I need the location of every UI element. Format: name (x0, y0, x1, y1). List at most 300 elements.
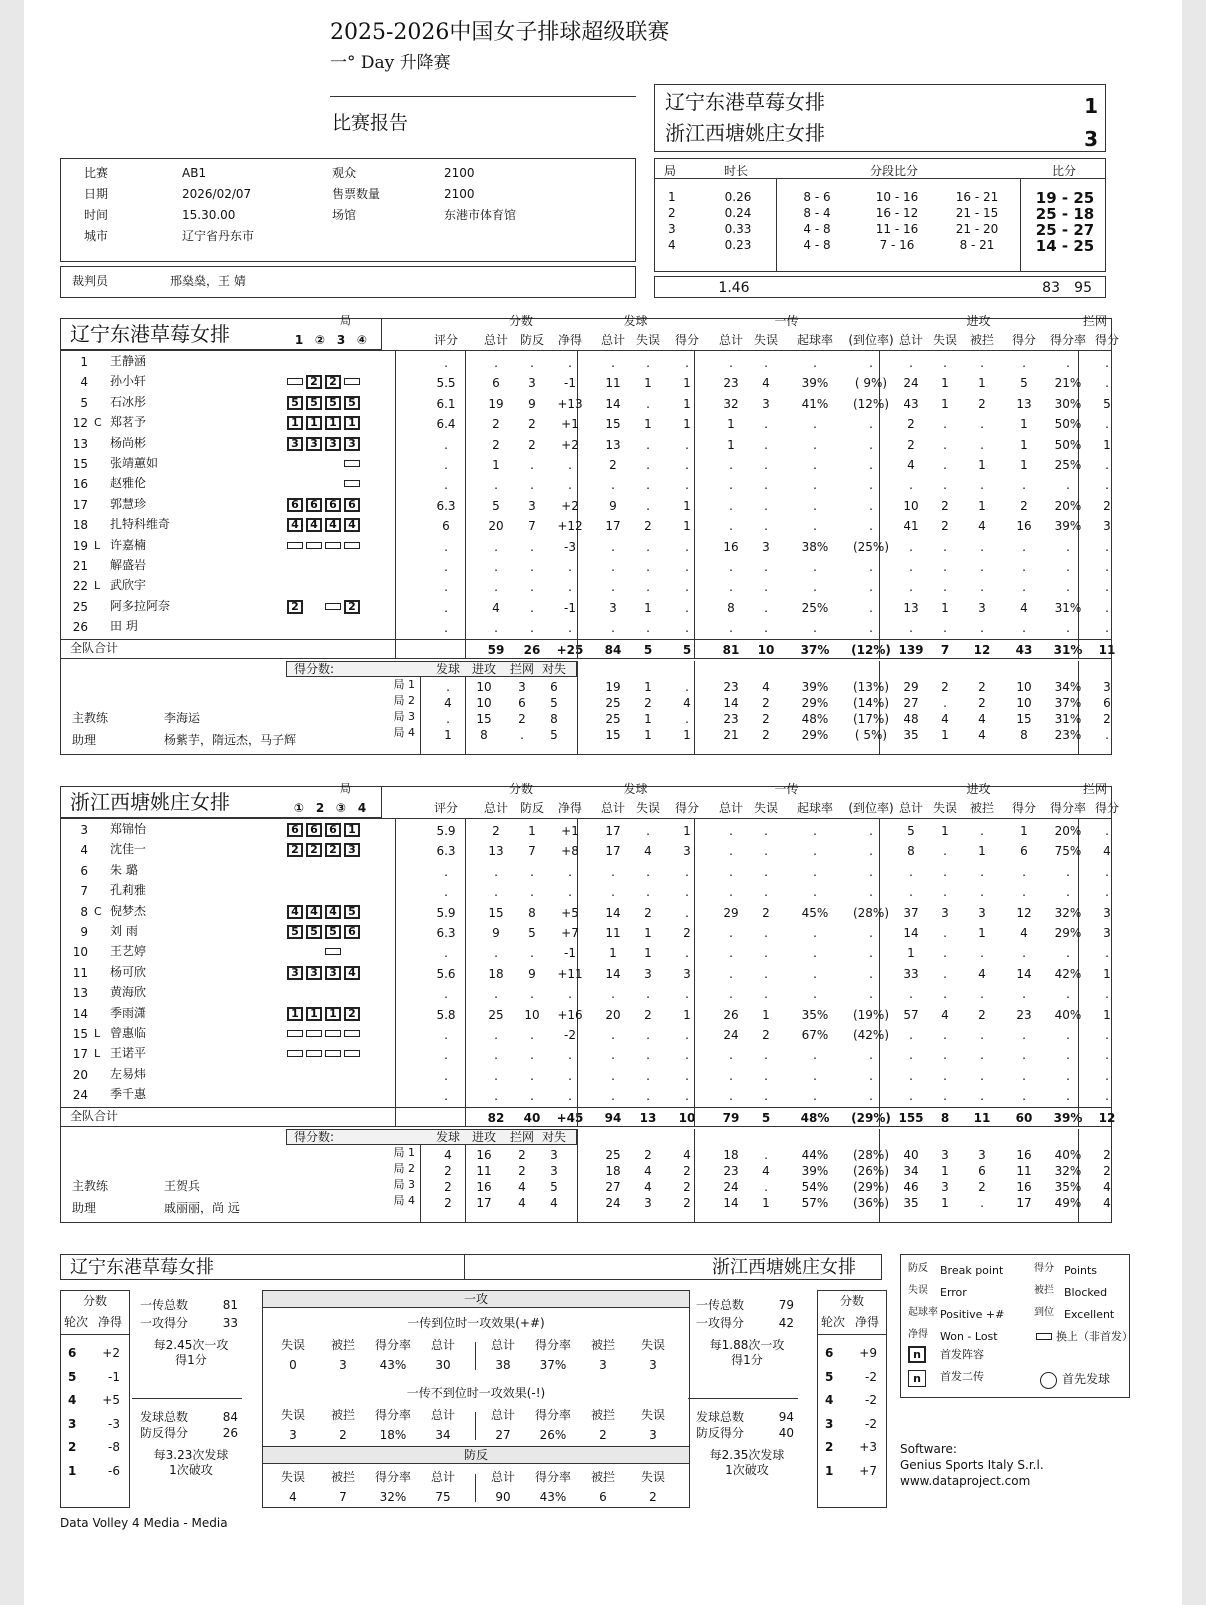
player-role: C (94, 904, 102, 918)
stat-cell: 32 (723, 396, 739, 411)
away-team-name: 浙江西塘姚庄女排 (665, 121, 825, 145)
col-divider (395, 818, 396, 1111)
stat-cell: . (494, 560, 498, 574)
lineup-boxes (287, 1007, 363, 1026)
stat-cell: 3 (1103, 519, 1111, 534)
rotation-number: 1 (825, 1463, 834, 1478)
rotation-number: 2 (825, 1440, 834, 1454)
partial-score: 11 - 16 (875, 222, 919, 236)
stat-cell: 3 (762, 539, 770, 554)
stat-cell: . (1105, 824, 1109, 838)
player-number: 12 (72, 416, 88, 431)
stat-cell: . (611, 1089, 615, 1104)
stat-cell: . (764, 987, 768, 1002)
poor-reception-title: 一传不到位时一攻效果(-!) (406, 1386, 546, 1400)
info-value: AB1 (182, 166, 207, 180)
first-attack-value: 33 (222, 1316, 238, 1330)
set-points-cell: 10 (476, 695, 492, 710)
stat-cell: . (1022, 946, 1026, 961)
stat-cell: . (444, 600, 448, 615)
starting-position: 3 (287, 437, 303, 451)
column-header: 总计 (718, 333, 743, 347)
group-header: 发球 (623, 314, 648, 328)
stat-cell: . (444, 356, 448, 370)
stat-cell: . (611, 1028, 615, 1042)
stat-cell: . (646, 580, 650, 595)
stat-cell: . (729, 498, 733, 513)
partial-score: 8 - 4 (803, 206, 831, 220)
stat-cell: . (980, 356, 984, 370)
stat-cell: . (729, 844, 733, 859)
player-name: 郭慧珍 (110, 496, 147, 511)
set-points-cell: 2 (444, 1163, 452, 1178)
set-stat-cell: 1 (941, 1195, 949, 1210)
player-name: 孔莉雅 (110, 883, 147, 898)
player-name: 杨尚彬 (110, 435, 147, 450)
stat-cell: . (646, 356, 650, 370)
stat-cell: 50% (1054, 417, 1082, 432)
set-points-cell: 5 (550, 695, 558, 710)
stat-cell: 1 (683, 498, 691, 513)
stat-cell: . (444, 1068, 448, 1083)
stat-cell: . (646, 498, 650, 513)
starting-position: 1 (344, 416, 360, 430)
legend-meaning: Excellent (1064, 1308, 1115, 1321)
stat-cell: . (813, 1068, 817, 1083)
stat-cell: 25% (1054, 458, 1082, 472)
stat-cell: 20 (488, 519, 504, 534)
legend-meaning: Break point (940, 1264, 1004, 1277)
stat-cell: . (980, 1028, 984, 1042)
stat-cell: . (494, 1089, 498, 1104)
lineup-boxes (287, 539, 363, 558)
stat-cell: . (764, 885, 768, 900)
player-role: L (94, 1027, 101, 1040)
set-points-cell: 8 (480, 727, 488, 742)
stat-cell: . (568, 478, 572, 493)
stat-cell: . (494, 539, 498, 554)
stat-cell: . (568, 356, 572, 370)
group-header: 一传 (774, 782, 799, 796)
stat-cell: 1 (727, 417, 735, 432)
set-stat-cell: 35 (903, 1195, 919, 1210)
stat-cell: . (611, 1048, 615, 1063)
stat-cell: 5 (492, 498, 500, 513)
set-stat-cell: 15 (605, 727, 621, 742)
info-value: 2026/02/07 (182, 187, 252, 201)
set-stat-cell: 54% (801, 1179, 829, 1194)
set-stat-cell: . (685, 679, 689, 694)
grid-header: 总计 (430, 1338, 455, 1352)
stat-cell: 3 (978, 905, 986, 920)
substitute-mark (306, 542, 322, 549)
stat-cell: . (943, 1028, 947, 1042)
stat-cell: 6 (1020, 844, 1028, 859)
stat-cell: . (813, 498, 817, 513)
substitute-mark (325, 542, 341, 549)
starting-position: 1 (325, 416, 341, 430)
set-stat-cell: (29%) (852, 1179, 890, 1194)
set-stat-cell: 19 (605, 679, 621, 694)
set-duration: 0.26 (724, 190, 752, 204)
stat-cell: 2 (762, 905, 770, 920)
stat-cell: . (611, 621, 615, 636)
grid-header: 总计 (430, 1408, 455, 1422)
stat-cell: . (568, 458, 572, 472)
stat-cell: 35% (801, 1007, 829, 1022)
serve-note: 1次破攻 (725, 1463, 769, 1477)
set-stat-cell: 31% (1054, 711, 1082, 726)
stat-cell: . (1105, 621, 1109, 636)
substitute-mark (344, 1050, 360, 1057)
stat-cell: . (764, 458, 768, 472)
footer-source: Data Volley 4 Media - Media (60, 1516, 228, 1530)
stat-cell: . (685, 1089, 689, 1104)
set-points-cell: 6 (550, 679, 558, 694)
player-name: 田 玥 (110, 619, 138, 634)
stat-cell: . (646, 560, 650, 574)
col-divider (694, 639, 695, 659)
info-label: 日期 (84, 187, 109, 201)
lineup-boxes (287, 416, 363, 435)
stat-cell: 9 (528, 966, 536, 981)
stat-cell: . (813, 458, 817, 472)
substitute-mark (325, 948, 341, 955)
stat-cell: . (869, 417, 873, 432)
stat-cell: 1 (978, 376, 986, 391)
stat-cell: 2 (907, 437, 915, 452)
legend-meaning: Points (1064, 1264, 1098, 1277)
group-header: 分数 (508, 314, 533, 328)
first-attack-title: 一攻 (463, 1292, 488, 1306)
stat-cell: 5.6 (436, 966, 456, 981)
stat-cell: . (813, 824, 817, 838)
rotation-number: 4 (68, 1393, 77, 1407)
set-stat-cell: 1 (644, 711, 652, 726)
serve-note: 每3.23次发球 (153, 1448, 229, 1462)
stat-cell: (42%) (852, 1028, 890, 1042)
player-number: 24 (72, 1088, 88, 1103)
set-points-cell: 4 (444, 695, 452, 710)
lineup-boxes (287, 823, 363, 842)
column-header: 净得 (557, 801, 582, 815)
legend-meaning: 首发二传 (940, 1370, 984, 1383)
points-label: 得分数: (294, 661, 335, 676)
stat-cell: 33 (903, 966, 919, 981)
lineup-boxes (287, 498, 363, 517)
stat-cell: . (444, 1089, 448, 1104)
stat-cell: . (530, 478, 534, 493)
stat-cell: . (1066, 885, 1070, 900)
rotation-net: -2 (865, 1369, 877, 1384)
set-mark: ② (314, 333, 326, 347)
set-points-cell: 2 (518, 1147, 526, 1162)
lineup-boxes (287, 1047, 363, 1066)
column-header: 得分率 (1049, 333, 1086, 347)
total-cell: +25 (556, 642, 584, 657)
stat-cell: 8 (727, 600, 735, 615)
stat-cell: . (685, 580, 689, 595)
grid-header: 得分率 (374, 1408, 411, 1422)
stat-cell: . (1105, 539, 1109, 554)
first-attack-note: 得1分 (175, 1353, 207, 1367)
stat-cell: . (813, 560, 817, 574)
set-score: 25 - 18 (1035, 205, 1095, 223)
stat-cell: . (943, 458, 947, 472)
stat-cell: +5 (561, 905, 579, 920)
col-header: 时长 (724, 164, 749, 178)
set-mark: ③ (335, 801, 347, 815)
grid-header: 被拦 (590, 1408, 615, 1422)
rotation-net: -3 (108, 1416, 120, 1431)
set-stat-cell: 4 (1103, 1195, 1111, 1210)
column-header: 总计 (600, 333, 625, 347)
stat-cell: 4 (907, 458, 915, 472)
column-header: 失误 (932, 801, 957, 815)
substitute-mark (287, 378, 303, 385)
rotation-number: 5 (825, 1369, 834, 1384)
stat-cell: . (1022, 987, 1026, 1002)
set-stat-cell: 34% (1054, 679, 1082, 694)
serve-label: 发球总数 (696, 1410, 745, 1424)
grid-value: 43% (379, 1358, 407, 1372)
starting-position: 5 (287, 396, 303, 410)
total-cell: 81 (722, 642, 740, 657)
lineup-boxes (287, 1027, 363, 1046)
set-stat-cell: 15 (1016, 711, 1032, 726)
rotation-net: +9 (859, 1346, 877, 1360)
stat-cell: . (869, 621, 873, 636)
rotation-header: 轮次 (64, 1315, 89, 1329)
stat-cell: 11 (605, 376, 621, 391)
stat-cell: +12 (557, 519, 583, 534)
set-stat-cell: 40 (903, 1147, 919, 1162)
stat-cell: -1 (564, 600, 576, 615)
col-divider (879, 639, 880, 659)
rotation-header-line (60, 1334, 130, 1335)
total-cell: 11 (973, 1110, 991, 1125)
legend-term: 防反 (908, 1263, 928, 1274)
set-stat-cell: 23 (723, 679, 739, 694)
stat-cell: 4 (941, 1007, 949, 1022)
starting-position: 2 (287, 843, 303, 857)
set-stat-cell: 3 (941, 1179, 949, 1194)
set-stat-cell: 4 (1103, 1179, 1111, 1194)
stat-cell: 19 (488, 396, 504, 411)
total-cell: 84 (604, 642, 622, 657)
stat-cell: 2 (528, 417, 536, 432)
grid-header: 总计 (430, 1470, 455, 1484)
column-header: 失误 (932, 333, 957, 347)
set-stat-cell: 2 (978, 695, 986, 710)
points-col-header: 拦网 (509, 661, 534, 676)
set-stat-cell: 17 (1016, 1195, 1032, 1210)
stat-cell: . (646, 539, 650, 554)
stat-cell: 6.3 (436, 844, 456, 859)
stat-cell: . (646, 621, 650, 636)
rotation-net: +7 (859, 1463, 877, 1478)
stat-cell: . (980, 417, 984, 432)
substitute-mark (325, 603, 341, 610)
stat-cell: . (444, 1048, 448, 1063)
player-number: 16 (72, 477, 88, 492)
column-header: 起球率 (796, 333, 833, 347)
lineup-boxes (287, 457, 363, 476)
stat-cell: . (611, 864, 615, 879)
stat-cell: . (1105, 1048, 1109, 1063)
partial-score: 16 - 21 (955, 190, 999, 204)
stat-cell: 1 (644, 417, 652, 432)
serve-value: 84 (222, 1410, 238, 1424)
player-name: 曾惠临 (110, 1026, 147, 1040)
stat-cell: . (869, 987, 873, 1002)
stat-cell: . (729, 1089, 733, 1104)
set-score: 19 - 25 (1035, 189, 1095, 207)
lineup-boxes (287, 518, 363, 537)
player-number: 8 (80, 904, 88, 919)
home-team-name: 辽宁东港草莓女排 (665, 90, 825, 114)
rotation-net: +5 (102, 1393, 120, 1407)
stat-cell: 3 (609, 600, 617, 615)
stat-cell: . (1022, 621, 1026, 636)
stat-cell: 4 (762, 376, 770, 391)
set-stat-cell: 4 (762, 679, 770, 694)
stat-cell: 2 (941, 519, 949, 534)
stat-cell: . (980, 478, 984, 493)
stat-cell: . (729, 1048, 733, 1063)
stat-cell: . (1066, 1028, 1070, 1042)
points-col-header: 拦网 (509, 1129, 534, 1144)
column-header: 得分 (674, 333, 699, 347)
column-header: 得分 (1094, 333, 1119, 347)
column-header: 总计 (600, 801, 625, 815)
column-header: 得分 (1094, 801, 1119, 815)
starting-position: 2 (344, 1007, 360, 1021)
set-stat-cell: 2 (978, 679, 986, 694)
group-header: 进攻 (966, 314, 991, 328)
set-stat-cell: 2 (683, 1163, 691, 1178)
total-cell: +45 (556, 1110, 584, 1125)
first-serve-icon (1040, 1372, 1057, 1389)
total-cell: 79 (722, 1110, 740, 1125)
stat-cell: . (646, 1048, 650, 1063)
stat-cell: . (980, 946, 984, 961)
stat-cell: . (530, 885, 534, 900)
starting-position: 6 (306, 498, 322, 512)
starting-position: 1 (344, 823, 360, 837)
serve-label: 发球总数 (140, 1410, 189, 1424)
away-team-name: 浙江西塘姚庄女排 (712, 1257, 856, 1278)
set-stat-cell: 57% (801, 1195, 829, 1210)
stat-cell: . (764, 1068, 768, 1083)
column-header: 失误 (635, 801, 660, 815)
stat-cell: . (568, 621, 572, 636)
stat-cell: . (1105, 1089, 1109, 1104)
stat-cell: . (494, 478, 498, 493)
col-header: 分段比分 (870, 164, 919, 178)
stat-cell: . (1066, 560, 1070, 574)
stat-cell: 3 (978, 600, 986, 615)
serve-label: 防反得分 (140, 1426, 189, 1440)
set-stat-cell: . (764, 1147, 768, 1162)
stat-cell: 2 (644, 519, 652, 534)
stat-cell: 50% (1054, 437, 1082, 452)
set-stat-cell: 2 (941, 679, 949, 694)
set-stat-cell: 6 (1103, 695, 1111, 710)
stat-cell: . (1066, 1089, 1070, 1104)
stat-cell: 1 (727, 437, 735, 452)
stat-cell: 8 (907, 844, 915, 859)
set-stat-cell: 1 (644, 679, 652, 694)
stat-cell: . (1105, 458, 1109, 472)
first-attack-label: 一攻得分 (696, 1316, 745, 1330)
rotation-net: -1 (108, 1369, 120, 1384)
set-stat-cell: 16 (1016, 1179, 1032, 1194)
col-divider (1078, 818, 1079, 1111)
stat-cell: 3 (528, 498, 536, 513)
stat-cell: . (869, 966, 873, 981)
player-number: 1 (80, 355, 88, 369)
stat-cell: (25%) (852, 539, 890, 554)
set-row-label: 局 2 (393, 1161, 415, 1175)
player-name: 郑锦怡 (110, 822, 147, 836)
set-stat-cell: 35 (903, 727, 919, 742)
column-header: 被拦 (969, 333, 994, 347)
grid-value: 0 (289, 1358, 297, 1372)
legend-term: 被拦 (1034, 1285, 1054, 1296)
set-points-cell: 8 (550, 711, 558, 726)
set-stat-cell: 24 (723, 1179, 739, 1194)
set-stat-cell: 4 (683, 1147, 691, 1162)
stat-cell: . (494, 946, 498, 961)
player-number: 4 (80, 843, 88, 858)
stat-cell: 41 (903, 519, 919, 534)
stat-cell: . (764, 1048, 768, 1063)
stat-cell: . (646, 987, 650, 1002)
col-divider (879, 818, 880, 1111)
grid-divider (475, 1474, 476, 1502)
first-attack-label: 一攻得分 (140, 1316, 189, 1330)
player-name: 倪梦杰 (110, 903, 147, 918)
starting-position: 4 (287, 518, 303, 532)
column-header: 得分 (1011, 801, 1036, 815)
player-number: 20 (72, 1067, 88, 1082)
stat-cell: . (530, 1028, 534, 1042)
substitute-mark (344, 460, 360, 467)
lineup-boxes (287, 945, 363, 964)
stat-cell: 43 (903, 396, 919, 411)
grid-value: 2 (649, 1490, 657, 1504)
stat-cell: 1 (683, 396, 691, 411)
stat-cell: 21% (1054, 376, 1082, 391)
stat-cell: +1 (561, 824, 579, 838)
grid-value: 3 (599, 1358, 607, 1372)
stat-cell: 15 (605, 417, 621, 432)
stat-cell: 2 (1020, 498, 1028, 513)
set-stat-cell: (13%) (852, 679, 890, 694)
set-points-cell: 11 (476, 1163, 492, 1178)
player-number: 7 (80, 884, 88, 899)
col-divider (395, 350, 396, 643)
set-stat-cell: . (943, 695, 947, 710)
stat-cell: . (909, 356, 913, 370)
substitute-mark (325, 1050, 341, 1057)
first-attack-note: 每2.45次一攻 (153, 1338, 229, 1352)
rotation-net: +2 (102, 1346, 120, 1360)
rotation-net: +3 (859, 1440, 877, 1454)
stat-cell: . (646, 458, 650, 472)
stat-cell: +2 (561, 437, 579, 452)
